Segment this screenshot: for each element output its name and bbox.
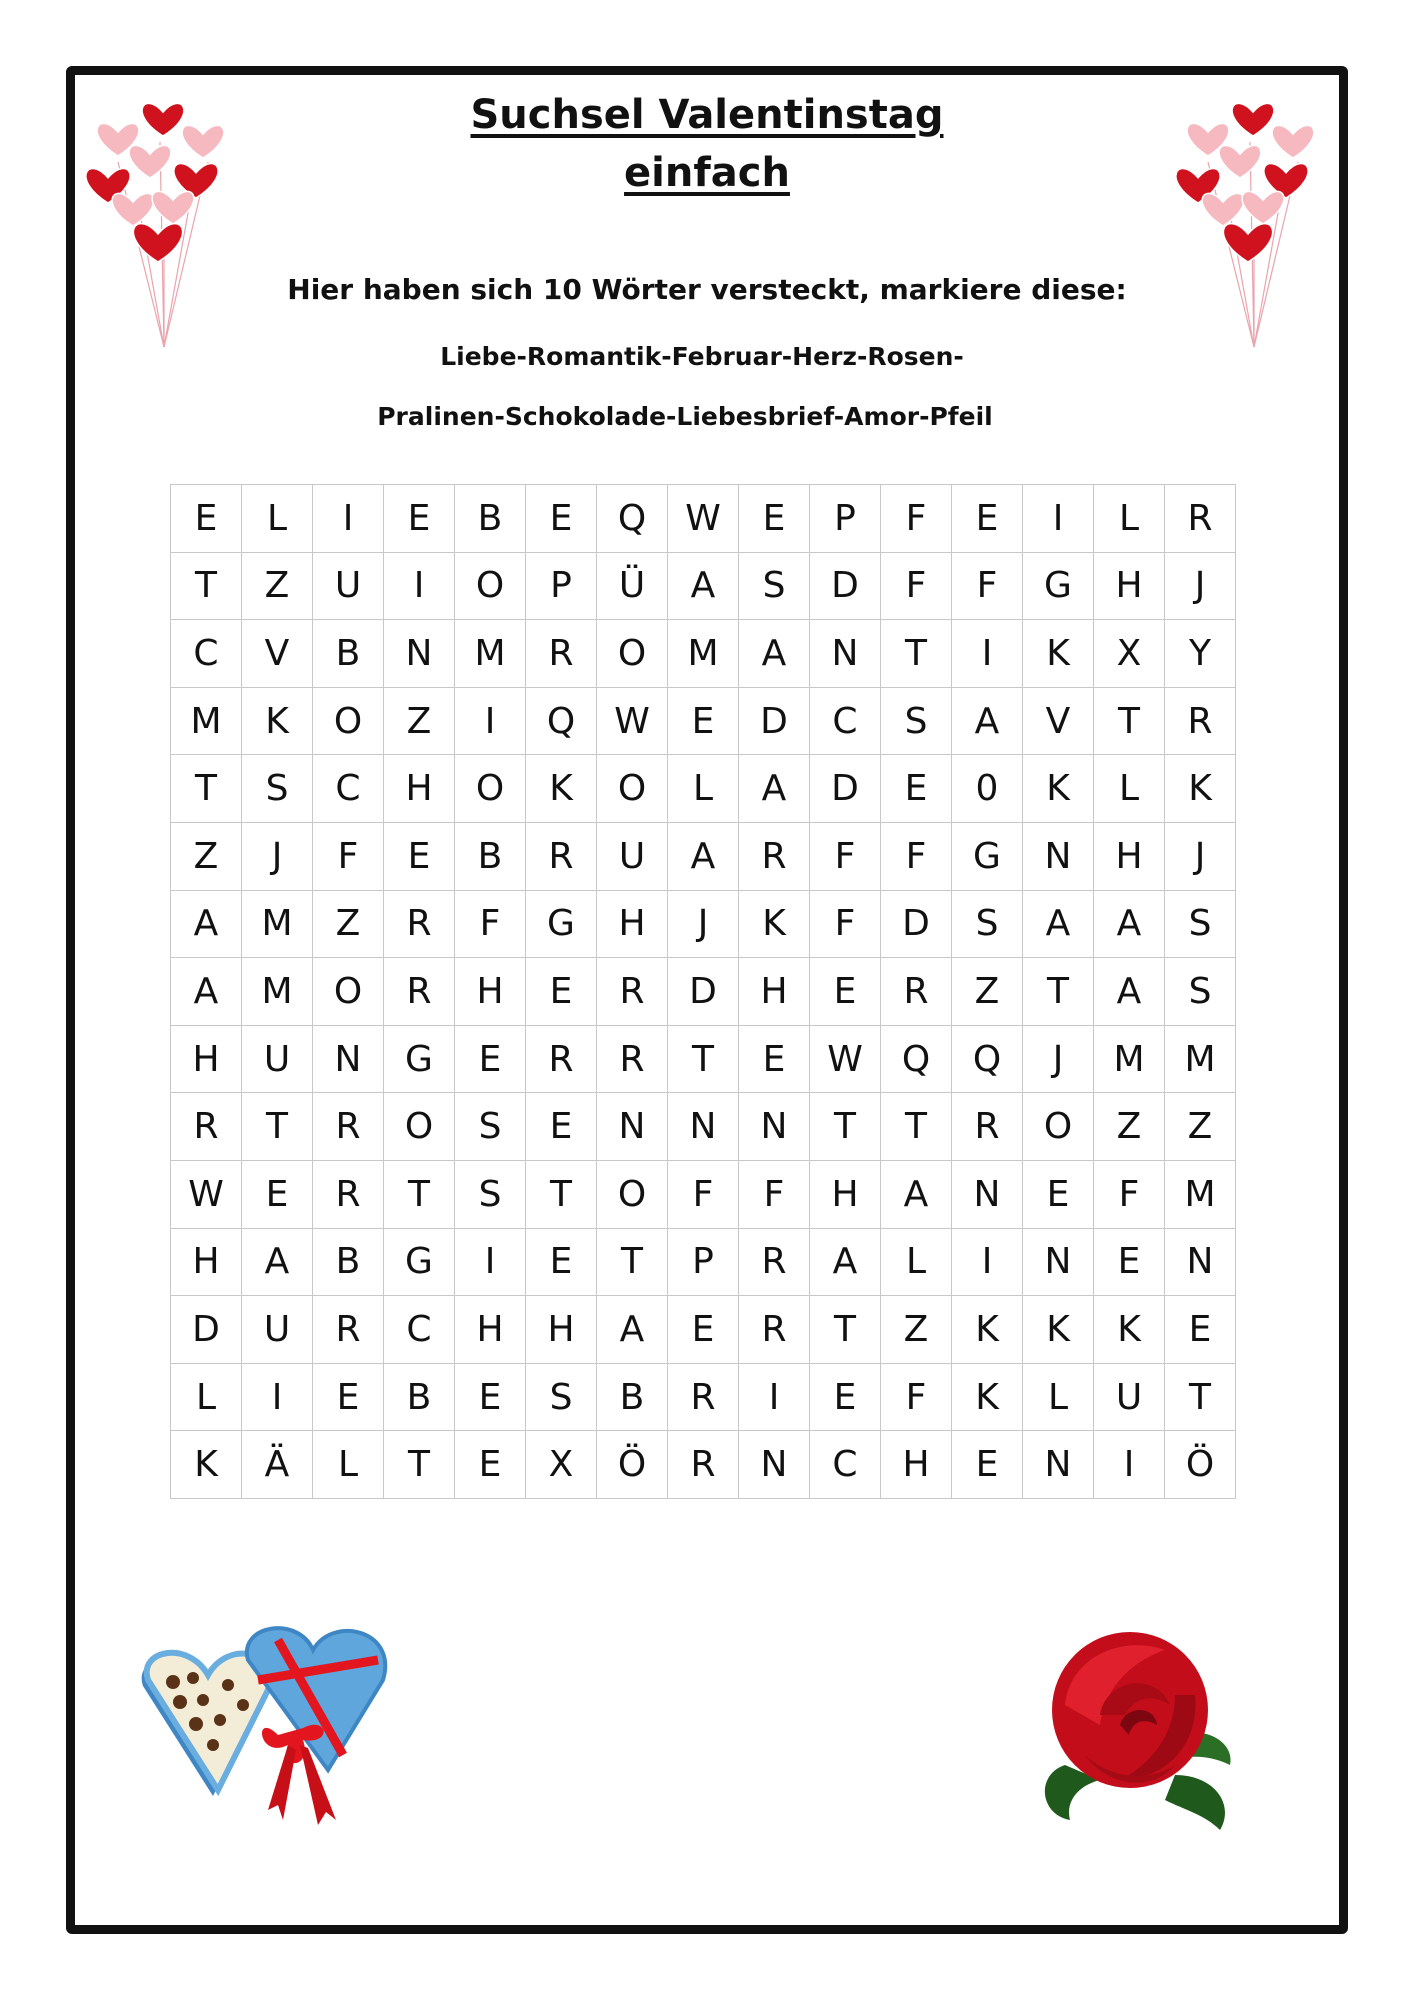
grid-cell[interactable]: P (526, 552, 597, 620)
grid-cell[interactable]: M (668, 620, 739, 688)
grid-cell[interactable]: E (952, 1431, 1023, 1499)
grid-cell[interactable]: E (668, 687, 739, 755)
grid-cell[interactable]: M (455, 620, 526, 688)
grid-cell[interactable]: B (597, 1363, 668, 1431)
grid-cell[interactable]: V (1023, 687, 1094, 755)
grid-cell[interactable]: H (526, 1296, 597, 1364)
grid-cell[interactable]: C (384, 1296, 455, 1364)
grid-cell[interactable]: N (1023, 822, 1094, 890)
grid-cell[interactable]: R (597, 958, 668, 1026)
grid-cell[interactable]: K (1023, 755, 1094, 823)
worksheet-subtitle: einfach (624, 150, 790, 196)
grid-cell[interactable]: R (668, 1431, 739, 1499)
grid-cell[interactable]: R (1165, 687, 1236, 755)
grid-cell[interactable]: I (1094, 1431, 1165, 1499)
grid-cell[interactable]: Z (1094, 1093, 1165, 1161)
grid-cell[interactable]: I (384, 552, 455, 620)
grid-cell[interactable]: T (597, 1228, 668, 1296)
grid-cell[interactable]: H (455, 958, 526, 1026)
grid-cell[interactable]: S (881, 687, 952, 755)
grid-cell[interactable]: T (881, 620, 952, 688)
grid-cell[interactable]: E (810, 1363, 881, 1431)
grid-cell[interactable]: K (952, 1296, 1023, 1364)
grid-cell[interactable]: E (455, 1025, 526, 1093)
grid-cell[interactable]: K (1023, 1296, 1094, 1364)
grid-cell[interactable]: O (455, 552, 526, 620)
grid-cell[interactable]: J (668, 890, 739, 958)
grid-cell[interactable]: U (242, 1025, 313, 1093)
grid-cell[interactable]: R (1165, 485, 1236, 553)
grid-cell[interactable]: C (171, 620, 242, 688)
heart-balloons-icon (1168, 82, 1338, 352)
grid-cell[interactable]: M (1094, 1025, 1165, 1093)
grid-cell[interactable]: T (171, 552, 242, 620)
grid-cell[interactable]: L (1094, 755, 1165, 823)
grid-cell[interactable]: Z (242, 552, 313, 620)
grid-cell[interactable]: H (384, 755, 455, 823)
grid-cell[interactable]: R (597, 1025, 668, 1093)
grid-cell[interactable]: K (1094, 1296, 1165, 1364)
grid-cell[interactable]: S (455, 1093, 526, 1161)
grid-cell[interactable]: U (313, 552, 384, 620)
grid-cell[interactable]: F (810, 890, 881, 958)
word-list-line-2: Pralinen-Schokolade-Liebesbrief-Amor-Pfeil (377, 402, 993, 431)
grid-cell[interactable]: L (242, 485, 313, 553)
grid-cell[interactable]: E (952, 485, 1023, 553)
grid-cell[interactable]: B (313, 620, 384, 688)
grid-cell[interactable]: K (1023, 620, 1094, 688)
grid-cell[interactable]: T (881, 1093, 952, 1161)
grid-cell[interactable]: E (1165, 1296, 1236, 1364)
grid-cell[interactable]: F (881, 822, 952, 890)
heart-balloon-icon (152, 191, 194, 224)
heart-balloon-icon (129, 145, 171, 178)
grid-cell[interactable]: A (739, 755, 810, 823)
grid-cell[interactable]: A (1094, 958, 1165, 1026)
grid-cell[interactable]: J (1023, 1025, 1094, 1093)
word-list-line-1: Liebe-Romantik-Februar-Herz-Rosen- (440, 342, 964, 371)
heart-balloon-icon (1219, 145, 1261, 178)
grid-cell[interactable]: B (384, 1363, 455, 1431)
grid-cell[interactable]: R (739, 1296, 810, 1364)
grid-cell[interactable]: E (526, 1228, 597, 1296)
grid-cell[interactable]: I (455, 687, 526, 755)
grid-cell[interactable]: E (526, 1093, 597, 1161)
grid-row (171, 822, 1236, 890)
grid-row (171, 1160, 1236, 1228)
grid-cell[interactable]: T (526, 1160, 597, 1228)
grid-cell[interactable]: H (171, 1228, 242, 1296)
grid-cell[interactable]: S (526, 1363, 597, 1431)
grid-cell[interactable]: K (526, 755, 597, 823)
grid-cell[interactable]: F (881, 1363, 952, 1431)
grid-cell[interactable]: F (1094, 1160, 1165, 1228)
grid-cell[interactable]: R (526, 1025, 597, 1093)
grid-cell[interactable]: X (526, 1431, 597, 1499)
grid-cell[interactable]: D (810, 755, 881, 823)
grid-cell[interactable]: L (1094, 485, 1165, 553)
grid-cell[interactable]: Z (1165, 1093, 1236, 1161)
grid-cell[interactable]: O (1023, 1093, 1094, 1161)
grid-cell[interactable]: M (1165, 1025, 1236, 1093)
grid-cell[interactable]: H (455, 1296, 526, 1364)
grid-cell[interactable]: T (384, 1431, 455, 1499)
grid-cell[interactable]: A (1023, 890, 1094, 958)
grid-cell[interactable]: A (881, 1160, 952, 1228)
heart-balloon-icon (112, 193, 154, 226)
grid-cell[interactable]: L (881, 1228, 952, 1296)
grid-cell[interactable]: Z (384, 687, 455, 755)
grid-cell[interactable]: H (1094, 552, 1165, 620)
grid-cell[interactable]: A (739, 620, 810, 688)
grid-row (171, 1093, 1236, 1161)
grid-row (171, 1025, 1236, 1093)
grid-cell[interactable]: E (1023, 1160, 1094, 1228)
grid-cell[interactable]: O (455, 755, 526, 823)
grid-cell[interactable]: D (668, 958, 739, 1026)
heart-balloon-icon (142, 103, 184, 136)
grid-cell[interactable]: E (242, 1160, 313, 1228)
grid-cell[interactable]: J (242, 822, 313, 890)
grid-cell[interactable]: P (668, 1228, 739, 1296)
heart-balloons-icon (78, 82, 248, 352)
grid-cell[interactable]: T (1094, 687, 1165, 755)
grid-row (171, 485, 1236, 553)
grid-cell[interactable]: B (313, 1228, 384, 1296)
grid-cell[interactable]: W (171, 1160, 242, 1228)
grid-cell[interactable]: N (739, 1093, 810, 1161)
grid-row (171, 620, 1236, 688)
grid-cell[interactable]: W (668, 485, 739, 553)
grid-cell[interactable]: I (952, 1228, 1023, 1296)
grid-cell[interactable]: H (881, 1431, 952, 1499)
grid-cell[interactable]: C (313, 755, 384, 823)
grid-cell[interactable]: E (455, 1431, 526, 1499)
grid-cell[interactable]: O (313, 958, 384, 1026)
grid-cell[interactable]: L (171, 1363, 242, 1431)
grid-cell[interactable]: O (597, 1160, 668, 1228)
grid-cell[interactable]: L (313, 1431, 384, 1499)
grid-cell[interactable]: G (952, 822, 1023, 890)
grid-row (171, 687, 1236, 755)
grid-cell[interactable]: E (384, 485, 455, 553)
heart-balloon-icon (1272, 125, 1314, 158)
grid-cell[interactable]: E (455, 1363, 526, 1431)
grid-cell[interactable]: M (242, 890, 313, 958)
grid-cell[interactable]: E (668, 1296, 739, 1364)
grid-cell[interactable]: T (171, 755, 242, 823)
grid-cell[interactable]: I (242, 1363, 313, 1431)
grid-cell[interactable]: N (739, 1431, 810, 1499)
instruction-text: Hier haben sich 10 Wörter versteckt, markiere diese: (287, 273, 1127, 306)
grid-cell[interactable]: U (597, 822, 668, 890)
grid-cell[interactable]: F (313, 822, 384, 890)
grid-cell[interactable]: T (810, 1296, 881, 1364)
grid-cell[interactable]: Z (952, 958, 1023, 1026)
grid-cell[interactable]: N (952, 1160, 1023, 1228)
grid-cell[interactable]: M (1165, 1160, 1236, 1228)
grid-cell[interactable]: D (881, 890, 952, 958)
grid-cell[interactable]: R (739, 1228, 810, 1296)
grid-cell[interactable]: R (526, 822, 597, 890)
grid-cell[interactable]: B (455, 822, 526, 890)
grid-cell[interactable]: A (810, 1228, 881, 1296)
grid-cell[interactable]: I (455, 1228, 526, 1296)
grid-cell[interactable]: T (1023, 958, 1094, 1026)
grid-cell[interactable]: S (1165, 958, 1236, 1026)
grid-cell[interactable]: H (739, 958, 810, 1026)
grid-cell[interactable]: C (810, 1431, 881, 1499)
grid-cell[interactable]: K (1165, 755, 1236, 823)
grid-cell[interactable]: Ö (597, 1431, 668, 1499)
grid-cell[interactable]: C (810, 687, 881, 755)
grid-cell[interactable]: A (668, 822, 739, 890)
grid-cell[interactable]: E (739, 1025, 810, 1093)
heart-balloon-icon (1242, 191, 1284, 224)
grid-cell[interactable]: Ä (242, 1431, 313, 1499)
grid-cell[interactable]: R (384, 890, 455, 958)
heart-balloon-icon (1232, 103, 1274, 136)
grid-cell[interactable]: J (1165, 822, 1236, 890)
grid-cell[interactable]: E (526, 958, 597, 1026)
heart-balloon-icon (1202, 193, 1244, 226)
grid-cell[interactable]: V (242, 620, 313, 688)
grid-cell[interactable]: R (313, 1160, 384, 1228)
grid-cell[interactable]: T (810, 1093, 881, 1161)
grid-cell[interactable]: J (1165, 552, 1236, 620)
grid-cell[interactable]: W (810, 1025, 881, 1093)
grid-cell[interactable]: E (526, 485, 597, 553)
grid-cell[interactable]: K (242, 687, 313, 755)
grid-cell[interactable]: Q (952, 1025, 1023, 1093)
grid-cell[interactable]: R (739, 822, 810, 890)
grid-cell[interactable]: A (668, 552, 739, 620)
grid-row (171, 958, 1236, 1026)
grid-cell[interactable]: Y (1165, 620, 1236, 688)
grid-cell[interactable]: T (242, 1093, 313, 1161)
grid-row (171, 1431, 1236, 1499)
grid-cell[interactable]: H (810, 1160, 881, 1228)
heart-chocolate-box-icon (128, 1620, 408, 1840)
word-search-grid (170, 484, 1236, 1499)
grid-cell[interactable]: T (668, 1025, 739, 1093)
grid-cell[interactable]: X (1094, 620, 1165, 688)
grid-cell[interactable]: N (1023, 1431, 1094, 1499)
grid-cell[interactable]: N (668, 1093, 739, 1161)
grid-cell[interactable]: S (1165, 890, 1236, 958)
grid-cell[interactable]: N (313, 1025, 384, 1093)
grid-cell[interactable]: A (242, 1228, 313, 1296)
grid-cell[interactable]: F (739, 1160, 810, 1228)
grid-cell[interactable]: A (171, 890, 242, 958)
grid-cell[interactable]: E (881, 755, 952, 823)
grid-cell[interactable]: R (171, 1093, 242, 1161)
grid-cell[interactable]: Ö (1165, 1431, 1236, 1499)
grid-cell[interactable]: Ü (597, 552, 668, 620)
grid-cell[interactable]: L (1023, 1363, 1094, 1431)
grid-cell[interactable]: G (1023, 552, 1094, 620)
grid-cell[interactable]: N (810, 620, 881, 688)
grid-cell[interactable]: O (313, 687, 384, 755)
heart-balloon-icon (133, 224, 182, 262)
grid-cell[interactable]: K (952, 1363, 1023, 1431)
grid-cell[interactable]: H (1094, 822, 1165, 890)
grid-cell[interactable]: O (384, 1093, 455, 1161)
grid-cell[interactable]: A (952, 687, 1023, 755)
grid-cell[interactable]: S (242, 755, 313, 823)
grid-cell[interactable]: R (313, 1093, 384, 1161)
grid-cell[interactable]: F (952, 552, 1023, 620)
grid-cell[interactable]: R (526, 620, 597, 688)
grid-cell[interactable]: L (668, 755, 739, 823)
grid-cell[interactable]: F (881, 552, 952, 620)
worksheet-title: Suchsel Valentinstag (470, 92, 944, 138)
grid-row (171, 552, 1236, 620)
grid-cell[interactable]: E (810, 958, 881, 1026)
grid-cell[interactable]: O (597, 620, 668, 688)
grid-cell[interactable]: B (455, 485, 526, 553)
grid-row (171, 1296, 1236, 1364)
grid-cell[interactable]: H (171, 1025, 242, 1093)
grid-cell[interactable]: A (597, 1296, 668, 1364)
grid-cell[interactable]: K (171, 1431, 242, 1499)
grid-cell[interactable]: E (171, 485, 242, 553)
grid-row (171, 1363, 1236, 1431)
grid-cell[interactable]: E (739, 485, 810, 553)
grid-cell[interactable]: A (171, 958, 242, 1026)
grid-cell[interactable]: K (739, 890, 810, 958)
grid-cell[interactable]: G (384, 1228, 455, 1296)
grid-cell[interactable]: R (668, 1363, 739, 1431)
grid-cell[interactable]: I (313, 485, 384, 553)
grid-cell[interactable]: Q (526, 687, 597, 755)
grid-cell[interactable]: R (384, 958, 455, 1026)
grid-cell[interactable]: I (952, 620, 1023, 688)
grid-cell[interactable]: 0 (952, 755, 1023, 823)
heart-balloon-icon (182, 125, 224, 158)
grid-cell[interactable]: R (881, 958, 952, 1026)
grid-row (171, 755, 1236, 823)
grid-cell[interactable]: S (739, 552, 810, 620)
grid-cell[interactable]: S (455, 1160, 526, 1228)
grid-cell[interactable]: U (1094, 1363, 1165, 1431)
grid-cell[interactable]: Q (881, 1025, 952, 1093)
grid-cell[interactable]: G (526, 890, 597, 958)
grid-cell[interactable]: F (810, 822, 881, 890)
grid-cell[interactable]: I (739, 1363, 810, 1431)
grid-cell[interactable]: Z (171, 822, 242, 890)
grid-cell[interactable]: M (242, 958, 313, 1026)
grid-cell[interactable]: R (313, 1296, 384, 1364)
grid-cell[interactable]: F (455, 890, 526, 958)
grid-row (171, 1228, 1236, 1296)
grid-cell[interactable]: F (881, 485, 952, 553)
grid-row (171, 890, 1236, 958)
grid-cell[interactable]: E (1094, 1228, 1165, 1296)
grid-cell[interactable]: G (384, 1025, 455, 1093)
grid-cell[interactable]: Z (881, 1296, 952, 1364)
grid-cell[interactable]: D (171, 1296, 242, 1364)
grid-cell[interactable]: D (739, 687, 810, 755)
grid-cell[interactable]: E (313, 1363, 384, 1431)
grid-cell[interactable]: R (952, 1093, 1023, 1161)
grid-cell[interactable]: P (810, 485, 881, 553)
grid-cell[interactable]: T (384, 1160, 455, 1228)
grid-cell[interactable]: U (242, 1296, 313, 1364)
grid-cell[interactable]: A (1094, 890, 1165, 958)
grid-cell[interactable]: T (1165, 1363, 1236, 1431)
grid-cell[interactable]: I (1023, 485, 1094, 553)
grid-cell[interactable]: E (384, 822, 455, 890)
grid-cell[interactable]: M (171, 687, 242, 755)
grid-cell[interactable]: Q (597, 485, 668, 553)
grid-cell[interactable]: Z (313, 890, 384, 958)
heart-balloon-icon (1223, 224, 1272, 262)
grid-cell[interactable]: N (597, 1093, 668, 1161)
grid-cell[interactable]: H (597, 890, 668, 958)
grid-cell[interactable]: W (597, 687, 668, 755)
grid-cell[interactable]: N (1165, 1228, 1236, 1296)
red-rose-icon (1025, 1615, 1255, 1845)
grid-cell[interactable]: N (384, 620, 455, 688)
grid-cell[interactable]: O (597, 755, 668, 823)
grid-cell[interactable]: D (810, 552, 881, 620)
grid-cell[interactable]: F (668, 1160, 739, 1228)
grid-cell[interactable]: N (1023, 1228, 1094, 1296)
grid-cell[interactable]: S (952, 890, 1023, 958)
